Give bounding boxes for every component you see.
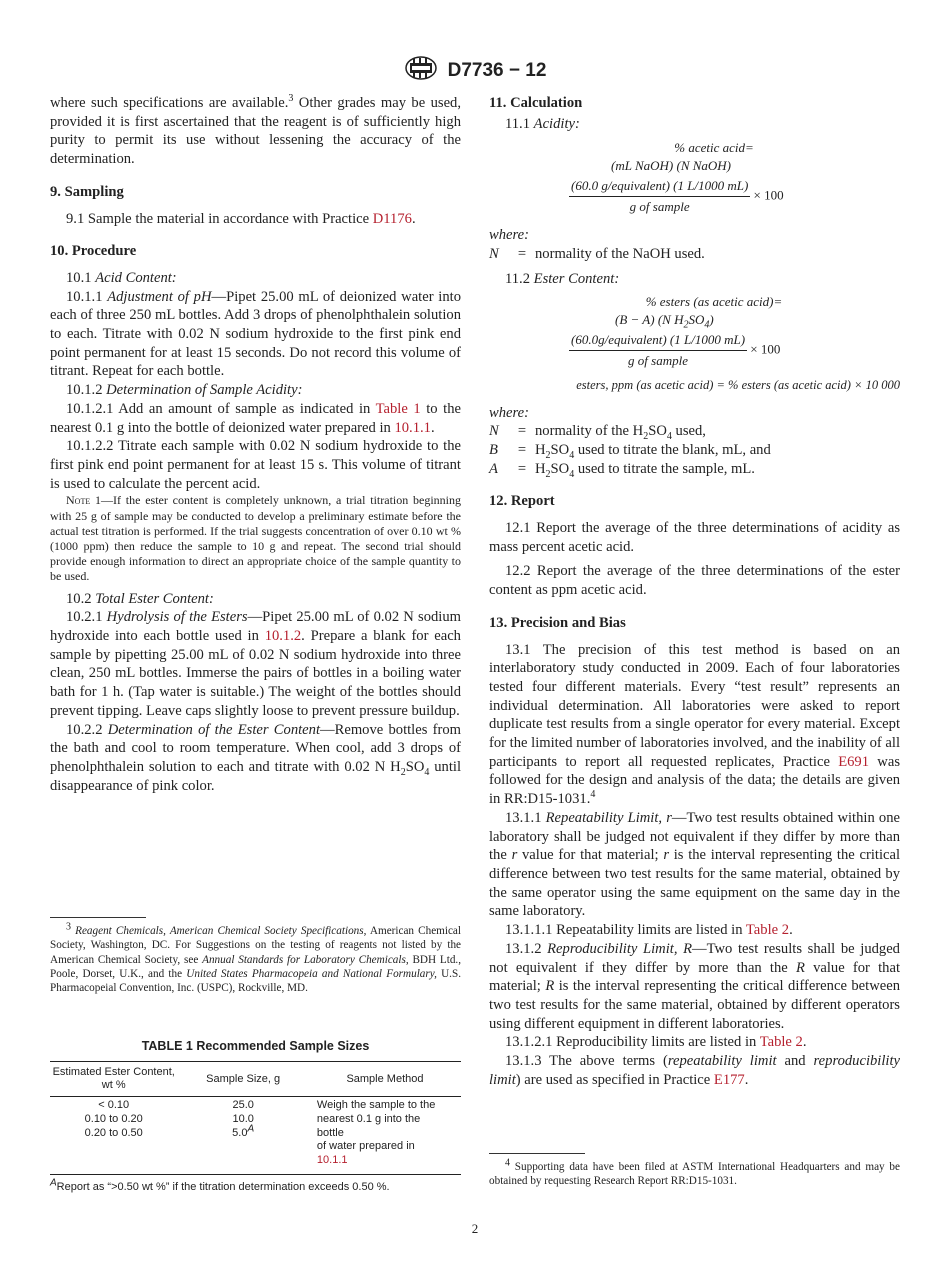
link-10-1-1-table[interactable]: 10.1.1 bbox=[316, 1154, 348, 1167]
link-table-1[interactable]: Table 1 bbox=[375, 400, 421, 417]
table-cell: bottle bbox=[316, 1126, 344, 1139]
para-10-1-2-2: 10.1.2.2 Titrate each sample with 0.02 N sodium hydroxide to the first pink end point permanent for at least 15 s. This volume of titrant is used to calculate the percent acid. bbox=[50, 438, 461, 492]
para-11-2: 11.2 Ester Content: bbox=[505, 270, 620, 287]
definition-a: A = $H_2SO_4$ used to titrate the sample, mL. bbox=[489, 460, 755, 480]
section-11-title: 11. Calculation bbox=[489, 95, 583, 111]
acidity-formula: % acetic acid= (mL NaOH) (N NaOH) $\frac{\text{(60.0 g/equivalent) (1 L/1000 mL)}}{\text{g of sample}}$ × 100 bbox=[571, 140, 784, 215]
definition-b: B = $H_2SO_4$ used to titrate the blank, mL, and bbox=[489, 441, 771, 461]
astm-logo-icon bbox=[404, 55, 438, 86]
where-1: where: bbox=[489, 227, 529, 244]
link-e691[interactable]: E691 bbox=[838, 753, 870, 770]
footnote-4: $^4$ Supporting data have been filed at ASTM International Headquarters and may be obtained by requesting Research Report RR:D15-1031. bbox=[489, 1157, 900, 1188]
page-number: 2 bbox=[471, 1221, 479, 1236]
table-cell: Weigh the sample to the bbox=[316, 1099, 436, 1111]
ester-formula: % esters (as acetic acid)= (B − A) (N $H_2SO_4$) $\frac{\text{(60.0g/equivalent) (1 L/1000 mL)}}{\text{g of sample}}$ × 100 bbox=[571, 293, 783, 368]
para-10-1-2-1: 10.1.2.1 Add an amount of sample as indicated in Table 1 to the nearest 0.1 g into the bottle of deionized water prepared in 10.1.1. bbox=[50, 400, 461, 436]
link-e177[interactable]: E177 bbox=[713, 1071, 745, 1088]
para-12-2: 12.2 Report the average of the three determinations of the ester content as ppm acetic acid. bbox=[489, 563, 900, 599]
table-1-block bbox=[50, 1039, 461, 1193]
link-10-1-2[interactable]: 10.1.2 bbox=[264, 627, 302, 644]
para-10-2-1: 10.2.1 Hydrolysis of the Esters—Pipet 25.00 mL of 0.02 N sodium hydroxide into each bottle used in 10.1.2. Prepare a blank for each sample by pipetting 25.00 mL of 0.02 N sodium hydroxide into three clean, 250 mL bottles. Immerse the pairs of bottles in a boiling water bath for 1 h. (Tap water is suitable.) The weight of the bottles should prevent tipping. Leave caps slightly loose to prevent pressure buildup. bbox=[50, 609, 461, 719]
para-10-2: 10.2 Total Ester Content: bbox=[66, 590, 214, 607]
table-row bbox=[50, 1097, 461, 1175]
link-table-2b[interactable]: Table 2 bbox=[759, 1034, 803, 1051]
where-2: where: bbox=[489, 404, 529, 421]
table-header: Estimated Ester Content, wt % bbox=[50, 1062, 177, 1097]
table-cell: 0.10 to 0.20 bbox=[84, 1112, 143, 1125]
page-header bbox=[0, 55, 950, 86]
para-10-2-2: 10.2.2 Determination of the Ester Content—Remove bottles from the bath and cool to room temperature. When cool, add 3 drops of phenolphthalein solution to each and titrate with 0.02 N $H_2SO_4$ until disappearance of pink color. bbox=[50, 721, 462, 794]
table-1-footnote: $^A$Report as “>0.50 wt %” if the titration determination exceeds 0.50 %. bbox=[50, 1177, 390, 1193]
table-1 bbox=[50, 1061, 461, 1175]
table-header: Sample Size, g bbox=[177, 1062, 309, 1097]
para-10-1-1: 10.1.1 Adjustment of pH—Pipet 25.00 mL of deionized water into each of three 250 mL bottles. Add 3 drops of phenolphthalein solution to each. Titrate with 0.02 N sodium hydroxide to the first pink end point permanent for at least 15 seconds. Do not record this volume of titrant. Repeat for each bottle. bbox=[50, 288, 461, 380]
para-10-1: 10.1 Acid Content: bbox=[66, 269, 177, 286]
para-13-1: 13.1 The precision of this test method is based on an interlaboratory study conducted in 2009. Each of four laboratories tested four different materials. Every “test result” represents an individual determination. All laboratories were asked to report duplicate test results from a single operator for every material. Except for the limited number of laboratories involved, and the inability of all participants to report all requested replicates, Practice E691 was followed for the design and analysis of the data; the details are given in RR:D15-1031.$^4$ bbox=[489, 641, 900, 808]
section-12-title: 12. Report bbox=[489, 493, 555, 510]
link-10-1-1[interactable]: 10.1.1 bbox=[394, 419, 431, 436]
table-cell: < 0.10 bbox=[98, 1099, 130, 1111]
ester-ppm-formula: esters, ppm (as acetic acid) = % esters (as acetic acid) × 10 000 bbox=[576, 377, 900, 392]
para-10-1-2: 10.1.2 Determination of Sample Acidity: bbox=[66, 382, 303, 399]
note-1: Note 1—If the ester content is completely unknown, a trial titration beginning with 25 g of sample may be conducted to develop a preliminary estimate before the actual test titration is performed. If the trial suggests concentration of over 0.10 wt % (1000 ppm) then reduce the sample to 10 g and repeat. The second trial should provide enough information to direct an appropriate choice of the sample quantity to be used. bbox=[50, 493, 462, 584]
para-13-1-1-1: 13.1.1.1 Repeatability limits are listed in Table 2. bbox=[505, 922, 793, 939]
section-9-title: 9. Sampling bbox=[50, 183, 124, 200]
para-13-1-2: 13.1.2 Reproducibility Limit, R—Two test results shall be judged not equivalent if they differ by more than the R value for that material; R is the interval representing the critical difference between two test results for the same material, obtained by different operators using different equipment in different laboratories. bbox=[489, 940, 900, 1032]
table-cell: of water prepared in bbox=[316, 1140, 415, 1153]
definition-n-naoh: N = normality of the NaOH used. bbox=[489, 246, 705, 263]
footnote-4-block bbox=[489, 1153, 900, 1189]
definition-n: N = normality of the $H_2SO_4$ used, bbox=[489, 423, 706, 443]
table-header: Sample Method bbox=[309, 1062, 461, 1097]
designation: D7736 − 12 bbox=[447, 59, 547, 81]
para-11-1: 11.1 Acidity: bbox=[505, 115, 580, 132]
para-13-1-2-1: 13.1.2.1 Reproducibility limits are listed in Table 2. bbox=[505, 1034, 807, 1051]
link-d1176[interactable]: D1176 bbox=[372, 210, 412, 227]
table-cell: $5.0^A$ bbox=[232, 1122, 255, 1139]
section-10-title: 10. Procedure bbox=[50, 243, 137, 260]
section-13-title: 13. Precision and Bias bbox=[489, 614, 626, 631]
para-12-1: 12.1 Report the average of the three determinations of acidity as mass percent acetic acid. bbox=[489, 520, 900, 555]
table-cell: 10.0 bbox=[232, 1112, 254, 1125]
link-table-2[interactable]: Table 2 bbox=[745, 922, 790, 939]
table-cell: 0.20 to 0.50 bbox=[84, 1126, 143, 1139]
footnote-3: $^3$ Reagent Chemicals, American Chemical Society Specifications, American Chemical Society, Washington, DC. For Suggestions on the testing of reagents not listed by the American Chemical Society, see Annual Standards for Laboratory Chemicals, BDH Ltd., Poole, Dorset, U.K., and the United States Pharmacopeia and National Formulary, U.S. Pharmacopeial Convention, Inc. (USPC), Rockville, MD. bbox=[50, 921, 462, 995]
table-1-caption: TABLE 1 Recommended Sample Sizes bbox=[141, 1039, 370, 1053]
para-13-1-3: 13.1.3 The above terms (repeatability limit and reproducibility limit) are used as specified in Practice E177. bbox=[489, 1053, 900, 1088]
para-9-1: 9.1 Sample the material in accordance with Practice D1176. bbox=[66, 210, 416, 227]
footnote-3-block bbox=[50, 917, 461, 995]
para-13-1-1: 13.1.1 Repeatability Limit, r—Two test results obtained within one laboratory shall be judged not equivalent if they differ by more than the r value for that material; r is the interval representing the critical difference between two test results for the same material, obtained by the same operator using the same equipment on the same day in the same laboratory. bbox=[489, 809, 901, 920]
table-cell: 25.0 bbox=[232, 1099, 254, 1111]
intro-paragraph: where such specifications are available.$^3$ Other grades may be used, provided it is first ascertained that the reagent is of sufficiently high purity to permit its use without lessening the accuracy of the determination. bbox=[50, 93, 461, 168]
right-column bbox=[489, 94, 900, 1089]
table-cell: nearest 0.1 g into the bbox=[316, 1112, 421, 1125]
left-column bbox=[50, 94, 461, 795]
